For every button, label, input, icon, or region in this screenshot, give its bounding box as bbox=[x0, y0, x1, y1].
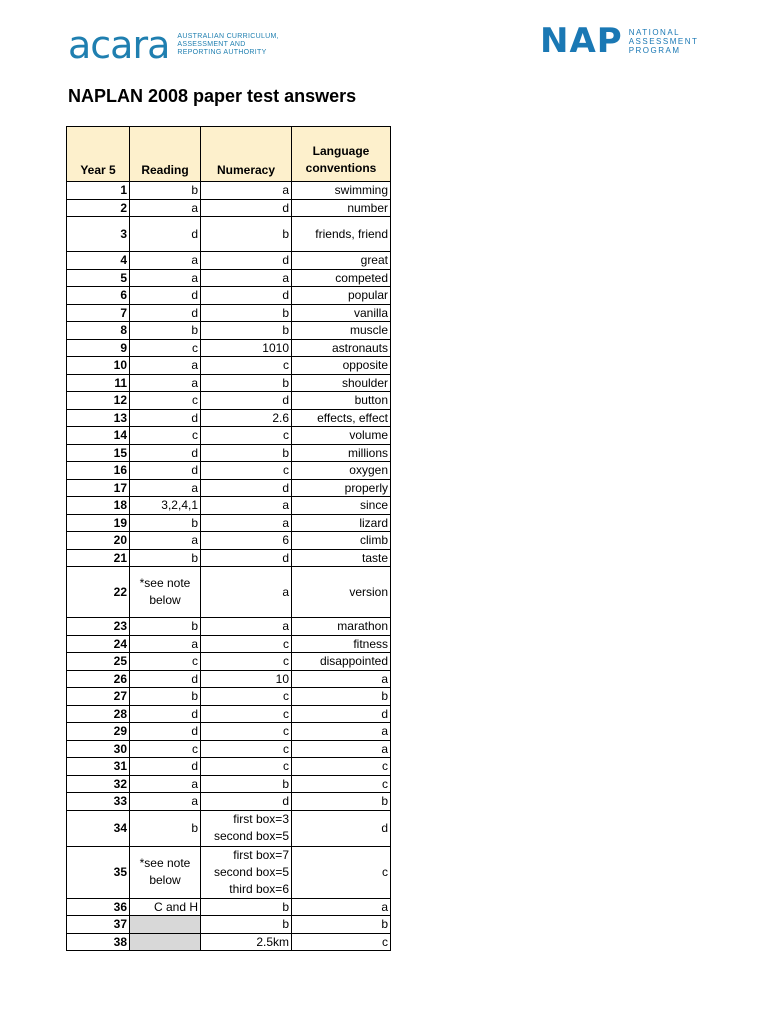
cell-language-conventions: a bbox=[292, 740, 391, 758]
cell-reading bbox=[130, 916, 201, 934]
cell-reading: d bbox=[130, 287, 201, 305]
nap-logo bbox=[540, 21, 713, 61]
cell-question-number: 31 bbox=[67, 758, 130, 776]
cell-numeracy: c bbox=[201, 758, 292, 776]
cell-question-number: 21 bbox=[67, 549, 130, 567]
cell-numeracy: a bbox=[201, 514, 292, 532]
cell-question-number: 16 bbox=[67, 462, 130, 480]
cell-line: third box=6 bbox=[229, 881, 289, 896]
acara-logo-wordmark: acara bbox=[68, 23, 170, 67]
table-row bbox=[67, 740, 391, 758]
cell-numeracy bbox=[201, 810, 292, 846]
cell-question-number: 8 bbox=[67, 322, 130, 340]
table-row bbox=[67, 479, 391, 497]
cell-line: *see note bbox=[139, 856, 191, 870]
table-row bbox=[67, 618, 391, 636]
cell-line: below bbox=[149, 873, 181, 887]
cell-reading: c bbox=[130, 740, 201, 758]
cell-numeracy: b bbox=[201, 444, 292, 462]
cell-language-conventions: c bbox=[292, 933, 391, 951]
cell-language-conventions: properly bbox=[292, 479, 391, 497]
column-header-language-conventions: Language conventions bbox=[292, 127, 391, 182]
cell-language-conventions: b bbox=[292, 793, 391, 811]
cell-numeracy: c bbox=[201, 427, 292, 445]
cell-numeracy: 2.5km bbox=[201, 933, 292, 951]
cell-question-number: 26 bbox=[67, 670, 130, 688]
cell-reading: d bbox=[130, 670, 201, 688]
table-row bbox=[67, 549, 391, 567]
cell-question-number: 23 bbox=[67, 618, 130, 636]
cell-reading: d bbox=[130, 444, 201, 462]
table-row bbox=[67, 670, 391, 688]
cell-language-conventions: taste bbox=[292, 549, 391, 567]
cell-numeracy: d bbox=[201, 549, 292, 567]
cell-numeracy: b bbox=[201, 217, 292, 252]
nap-subtitle-text: NATIONAL ASSESSMENT PROGRAM bbox=[628, 27, 699, 55]
table-header-row bbox=[67, 127, 391, 182]
cell-language-conventions: astronauts bbox=[292, 339, 391, 357]
cell-language-conventions: version bbox=[292, 567, 391, 618]
cell-numeracy: 1010 bbox=[201, 339, 292, 357]
nap-logo-subtitle bbox=[629, 28, 713, 55]
table-row bbox=[67, 339, 391, 357]
cell-reading: a bbox=[130, 793, 201, 811]
cell-line: first box=3 bbox=[233, 812, 289, 826]
table-row bbox=[67, 916, 391, 934]
cell-reading: b bbox=[130, 810, 201, 846]
cell-numeracy: d bbox=[201, 479, 292, 497]
table-row bbox=[67, 287, 391, 305]
cell-reading: b bbox=[130, 182, 201, 200]
column-header-reading: Reading bbox=[130, 127, 201, 182]
cell-reading: c bbox=[130, 653, 201, 671]
cell-numeracy: d bbox=[201, 392, 292, 410]
answers-table bbox=[66, 126, 391, 951]
cell-language-conventions: opposite bbox=[292, 357, 391, 375]
cell-language-conventions: vanilla bbox=[292, 304, 391, 322]
cell-numeracy: b bbox=[201, 374, 292, 392]
table-row bbox=[67, 898, 391, 916]
cell-numeracy: b bbox=[201, 898, 292, 916]
cell-reading: d bbox=[130, 304, 201, 322]
page-title: NAPLAN 2008 paper test answers bbox=[68, 86, 357, 106]
table-row bbox=[67, 322, 391, 340]
cell-language-conventions: volume bbox=[292, 427, 391, 445]
table-row bbox=[67, 723, 391, 741]
cell-question-number: 9 bbox=[67, 339, 130, 357]
cell-language-conventions: great bbox=[292, 252, 391, 270]
cell-numeracy: a bbox=[201, 269, 292, 287]
cell-language-conventions: number bbox=[292, 199, 391, 217]
cell-question-number: 22 bbox=[67, 567, 130, 618]
cell-language-conventions: since bbox=[292, 497, 391, 515]
cell-numeracy: c bbox=[201, 357, 292, 375]
table-row bbox=[67, 497, 391, 515]
cell-question-number: 19 bbox=[67, 514, 130, 532]
table-row bbox=[67, 933, 391, 951]
cell-language-conventions: b bbox=[292, 916, 391, 934]
cell-question-number: 20 bbox=[67, 532, 130, 550]
table-row bbox=[67, 357, 391, 375]
cell-line: second box=5 bbox=[213, 864, 289, 879]
table-row bbox=[67, 199, 391, 217]
cell-language-conventions: muscle bbox=[292, 322, 391, 340]
table-row bbox=[67, 688, 391, 706]
table-row bbox=[67, 653, 391, 671]
cell-line: first box=7 bbox=[233, 847, 289, 862]
column-header-year5: Year 5 bbox=[67, 127, 130, 182]
cell-reading: d bbox=[130, 217, 201, 252]
cell-reading: c bbox=[130, 339, 201, 357]
cell-numeracy: 6 bbox=[201, 532, 292, 550]
cell-reading: a bbox=[130, 374, 201, 392]
cell-language-conventions: oxygen bbox=[292, 462, 391, 480]
table-row bbox=[67, 392, 391, 410]
cell-reading: c bbox=[130, 427, 201, 445]
cell-question-number: 12 bbox=[67, 392, 130, 410]
cell-question-number: 7 bbox=[67, 304, 130, 322]
cell-reading: a bbox=[130, 775, 201, 793]
cell-question-number: 32 bbox=[67, 775, 130, 793]
cell-reading bbox=[130, 567, 201, 618]
cell-reading: 3,2,4,1 bbox=[130, 497, 201, 515]
cell-reading: C and H bbox=[130, 898, 201, 916]
cell-reading: b bbox=[130, 618, 201, 636]
cell-question-number: 14 bbox=[67, 427, 130, 445]
cell-reading: a bbox=[130, 635, 201, 653]
cell-numeracy: c bbox=[201, 723, 292, 741]
cell-reading: a bbox=[130, 199, 201, 217]
cell-reading bbox=[130, 933, 201, 951]
cell-language-conventions: button bbox=[292, 392, 391, 410]
cell-reading: a bbox=[130, 252, 201, 270]
cell-numeracy: d bbox=[201, 252, 292, 270]
cell-language-conventions: b bbox=[292, 688, 391, 706]
cell-question-number: 37 bbox=[67, 916, 130, 934]
cell-language-conventions: a bbox=[292, 898, 391, 916]
cell-reading: b bbox=[130, 688, 201, 706]
cell-numeracy: d bbox=[201, 287, 292, 305]
cell-numeracy: 10 bbox=[201, 670, 292, 688]
table-row bbox=[67, 567, 391, 618]
table-row bbox=[67, 304, 391, 322]
cell-line: second box=5 bbox=[213, 829, 289, 843]
cell-language-conventions: disappointed bbox=[292, 653, 391, 671]
cell-language-conventions: effects, effect bbox=[292, 409, 391, 427]
table-row bbox=[67, 793, 391, 811]
cell-reading: a bbox=[130, 479, 201, 497]
cell-language-conventions: marathon bbox=[292, 618, 391, 636]
cell-question-number: 1 bbox=[67, 182, 130, 200]
acara-subtitle-text: AUSTRALIAN CURRICULUM, ASSESSMENT AND REPORTING AUTHORITY bbox=[177, 33, 279, 56]
cell-reading bbox=[130, 846, 201, 898]
cell-question-number: 35 bbox=[67, 846, 130, 898]
cell-reading: d bbox=[130, 705, 201, 723]
cell-numeracy: a bbox=[201, 618, 292, 636]
cell-reading: c bbox=[130, 392, 201, 410]
cell-reading: d bbox=[130, 462, 201, 480]
cell-question-number: 5 bbox=[67, 269, 130, 287]
acara-logo-subtitle bbox=[177, 33, 287, 57]
cell-question-number: 6 bbox=[67, 287, 130, 305]
cell-question-number: 13 bbox=[67, 409, 130, 427]
cell-question-number: 33 bbox=[67, 793, 130, 811]
cell-language-conventions: a bbox=[292, 723, 391, 741]
cell-numeracy: c bbox=[201, 653, 292, 671]
table-row bbox=[67, 427, 391, 445]
cell-language-conventions: a bbox=[292, 670, 391, 688]
cell-language-conventions: c bbox=[292, 775, 391, 793]
column-header-numeracy: Numeracy bbox=[201, 127, 292, 182]
cell-language-conventions: c bbox=[292, 846, 391, 898]
cell-numeracy bbox=[201, 846, 292, 898]
cell-question-number: 25 bbox=[67, 653, 130, 671]
cell-reading: b bbox=[130, 514, 201, 532]
table-row bbox=[67, 409, 391, 427]
cell-reading: b bbox=[130, 549, 201, 567]
cell-reading: a bbox=[130, 532, 201, 550]
cell-numeracy: a bbox=[201, 497, 292, 515]
cell-numeracy: b bbox=[201, 775, 292, 793]
cell-question-number: 17 bbox=[67, 479, 130, 497]
cell-question-number: 36 bbox=[67, 898, 130, 916]
table-row bbox=[67, 462, 391, 480]
cell-line: *see note bbox=[139, 576, 191, 590]
cell-language-conventions: d bbox=[292, 705, 391, 723]
cell-question-number: 28 bbox=[67, 705, 130, 723]
cell-question-number: 38 bbox=[67, 933, 130, 951]
cell-reading: d bbox=[130, 758, 201, 776]
table-row bbox=[67, 217, 391, 252]
cell-language-conventions: lizard bbox=[292, 514, 391, 532]
cell-numeracy: c bbox=[201, 705, 292, 723]
cell-question-number: 10 bbox=[67, 357, 130, 375]
cell-numeracy: b bbox=[201, 916, 292, 934]
table-row bbox=[67, 810, 391, 846]
cell-question-number: 15 bbox=[67, 444, 130, 462]
nap-logo-wordmark: NAP bbox=[540, 21, 623, 61]
table-row bbox=[67, 705, 391, 723]
cell-question-number: 27 bbox=[67, 688, 130, 706]
cell-numeracy: d bbox=[201, 793, 292, 811]
acara-logo bbox=[68, 23, 287, 67]
table-row bbox=[67, 269, 391, 287]
cell-reading: d bbox=[130, 723, 201, 741]
cell-reading: a bbox=[130, 357, 201, 375]
cell-numeracy: 2.6 bbox=[201, 409, 292, 427]
cell-reading: a bbox=[130, 269, 201, 287]
cell-language-conventions: millions bbox=[292, 444, 391, 462]
table-row bbox=[67, 444, 391, 462]
cell-question-number: 2 bbox=[67, 199, 130, 217]
cell-language-conventions: d bbox=[292, 810, 391, 846]
cell-numeracy: d bbox=[201, 199, 292, 217]
table-row bbox=[67, 374, 391, 392]
cell-language-conventions: fitness bbox=[292, 635, 391, 653]
cell-numeracy: b bbox=[201, 322, 292, 340]
cell-question-number: 11 bbox=[67, 374, 130, 392]
cell-line: below bbox=[149, 593, 181, 607]
table-row bbox=[67, 252, 391, 270]
cell-numeracy: c bbox=[201, 462, 292, 480]
table-row bbox=[67, 758, 391, 776]
table-row bbox=[67, 635, 391, 653]
cell-numeracy: c bbox=[201, 635, 292, 653]
cell-numeracy: b bbox=[201, 304, 292, 322]
cell-reading: b bbox=[130, 322, 201, 340]
table-row bbox=[67, 514, 391, 532]
cell-question-number: 29 bbox=[67, 723, 130, 741]
table-row bbox=[67, 846, 391, 898]
cell-language-conventions: friends, friend bbox=[292, 217, 391, 252]
cell-numeracy: a bbox=[201, 567, 292, 618]
cell-language-conventions: swimming bbox=[292, 182, 391, 200]
table-row bbox=[67, 775, 391, 793]
cell-question-number: 4 bbox=[67, 252, 130, 270]
cell-numeracy: a bbox=[201, 182, 292, 200]
cell-language-conventions: shoulder bbox=[292, 374, 391, 392]
cell-language-conventions: c bbox=[292, 758, 391, 776]
cell-question-number: 34 bbox=[67, 810, 130, 846]
cell-language-conventions: climb bbox=[292, 532, 391, 550]
cell-question-number: 30 bbox=[67, 740, 130, 758]
table-row bbox=[67, 182, 391, 200]
cell-numeracy: c bbox=[201, 740, 292, 758]
cell-question-number: 24 bbox=[67, 635, 130, 653]
cell-question-number: 18 bbox=[67, 497, 130, 515]
cell-question-number: 3 bbox=[67, 217, 130, 252]
table-row bbox=[67, 532, 391, 550]
table-body bbox=[67, 182, 391, 951]
cell-language-conventions: popular bbox=[292, 287, 391, 305]
cell-numeracy: c bbox=[201, 688, 292, 706]
cell-language-conventions: competed bbox=[292, 269, 391, 287]
cell-reading: d bbox=[130, 409, 201, 427]
